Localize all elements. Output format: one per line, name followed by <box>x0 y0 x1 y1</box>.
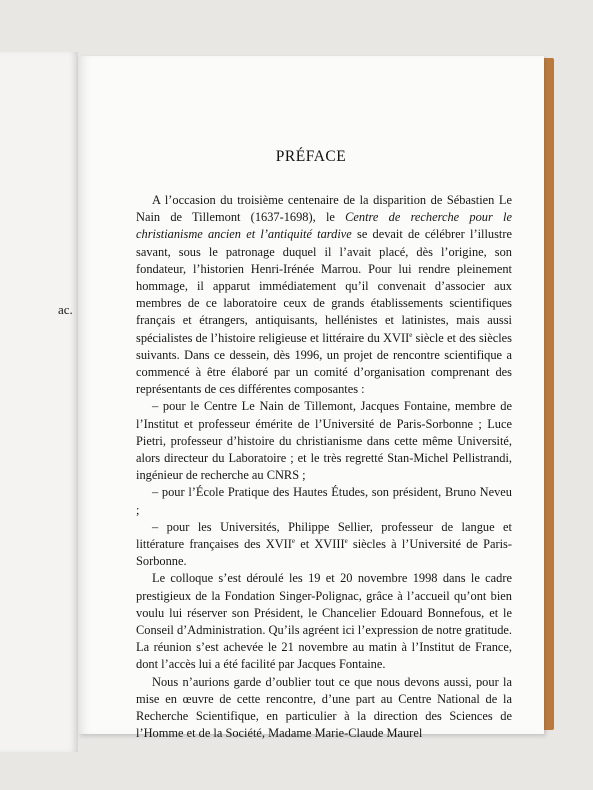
paragraph-3: Nous n’aurions garde d’oublier tout ce que nous devons aussi, pour la mise en œuvre de cette rencontre, d’une part au Centre National de la Recherche Scientifique, en particulier à la direction des Sciences de l’Homme et de la Société, Madame Marie-Claude Maurel <box>136 674 512 741</box>
paragraph-2: Le colloque s’est déroulé les 19 et 20 novembre 1998 dans le cadre prestigieux de la Fondation Singer-Polignac, grâce à l’accueil qu’ont bien voulu lui réserver son Président, le Chancelier Edouard Bonnefous, et le Conseil d’Administration. Qu’ils agréent ici l’expression de notre gratitude. La réunion s’est achevée le 21 novembre au matin à l’Institut de France, dont l’accès lui a été facilité par Jacques Fontaine. <box>136 571 512 672</box>
page-title: PRÉFACE <box>275 148 347 165</box>
list-item: – pour le Centre Le Nain de Tillemont, Jacques Fontaine, membre de l’Institut et professeur émérite de l’Université de Paris-Sorbonne ; Luce Pietri, professeur d’histoire du christianisme dans cette même Université, alors directeur du Laboratoire ; et le très regretté Stan-Michel Pellistrandi, ingénieur de recherche au CNRS ; <box>136 399 512 483</box>
list-item: – pour l’École Pratique des Hautes Études, son président, Bruno Neveu ; <box>136 485 512 517</box>
left-page <box>0 52 78 752</box>
paragraph-1: A l’occasion du troisième centenaire de la disparition de Sébastien Le Nain de Tillemont (1637-1698), le Centre de recherche pour le christianisme ancien et l’antiquité tardive se devait de célébrer l’illustre savant, sous le patronage duquel il l’avait placé, dès l’origine, son fondateur, l’historien Henri-Irénée Marrou. Pour lui rendre pleinement hommage, il apparut immédiatement qu’il convenait d’associer aux membres de ce laboratoire ceux de grands établissements scientifiques français et étrangers, antiquisants, hellénistes et latinistes, mais aussi spécialistes de l’histoire religieuse et littéraire du XVIIe siècle et des siècles suivants. Dans ce dessein, dès 1996, un projet de rencontre scientifique a commencé à être élaboré par un comité d’organisation comprenant des représentants de ces différentes composantes : <box>136 193 512 397</box>
preface-body <box>136 192 512 743</box>
list-item: – pour les Universités, Philippe Sellier, professeur de langue et littérature françaises des XVIIe et XVIIIe siècles à l’Université de Paris-Sorbonne. <box>136 519 512 569</box>
centre-name: Centre de recherche pour le christianisme ancien et l’antiquité tardive <box>136 210 512 242</box>
left-page-fragment: ac. <box>58 302 73 317</box>
right-page <box>78 56 544 741</box>
